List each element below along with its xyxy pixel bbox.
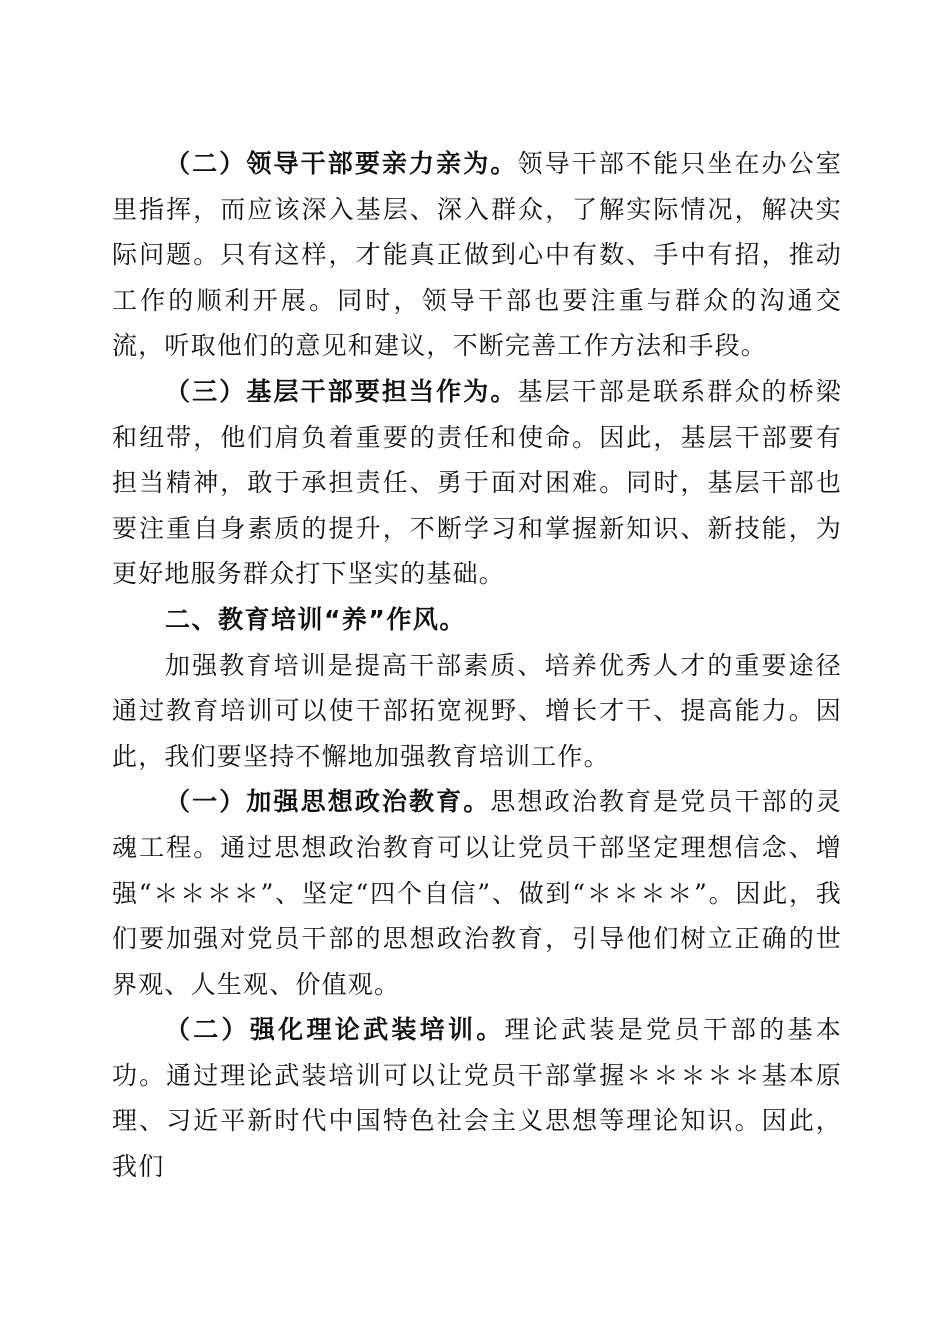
paragraph-text: 领导干部不能只坐在办公室里指挥，而应该深入基层、深入群众，了解实际情况，解决实际问题。只有这样，才能真正做到心中有数、手中有招，推动工作的顺利开展。同时，领导干部也要注重与群众的沟通交流，听取他们的意见和建议，不断完善工作方法和手段。 [112, 149, 842, 361]
paragraph-leaders-hands-on [112, 141, 842, 369]
paragraph-text: 思想政治教育是党员干部的灵魂工程。通过思想政治教育可以让党员干部坚定理想信念、增强“＊＊＊＊”、坚定“四个自信”、做到“＊＊＊＊”。因此，我们要加强对党员干部的思想政治教育，引导他们树立正确的世界观、人生观、价值观。 [112, 787, 842, 999]
document-body [112, 141, 842, 1190]
paragraph-theory-training [112, 1007, 842, 1189]
paragraph-lead: （二）领导干部要亲力亲为。 [165, 149, 518, 178]
paragraph-text: 理论武装是党员干部的基本功。通过理论武装培训可以让党员干部掌握＊＊＊＊＊基本原理、习近平新时代中国特色社会主义思想等理论知识。因此，我们 [112, 1015, 842, 1182]
paragraph-lead: （三）基层干部要担当作为。 [165, 376, 518, 406]
paragraph-lead: （一）加强思想政治教育。 [165, 787, 491, 817]
paragraph-political-education [112, 779, 842, 1007]
section-heading: 二、教育培训“养”作风。 [165, 604, 466, 634]
section-intro-paragraph: 加强教育培训是提高干部素质、培养优秀人才的重要途径通过教育培训可以使干部拓宽视野、增长才干、提高能力。因此，我们要坚持不懈地加强教育培训工作。 [112, 650, 842, 771]
paragraph-text: 基层干部是联系群众的桥梁和纽带，他们肩负着重要的责任和使命。因此，基层干部要有担当精神，敢于承担责任、勇于面对困难。同时，基层干部也要注重自身素质的提升，不断学习和掌握新知识、新技能，为更好地服务群众打下坚实的基础。 [112, 376, 842, 589]
paragraph-lead: （二）强化理论武装培训。 [165, 1015, 505, 1045]
paragraph-grassroots-responsibility [112, 369, 842, 597]
